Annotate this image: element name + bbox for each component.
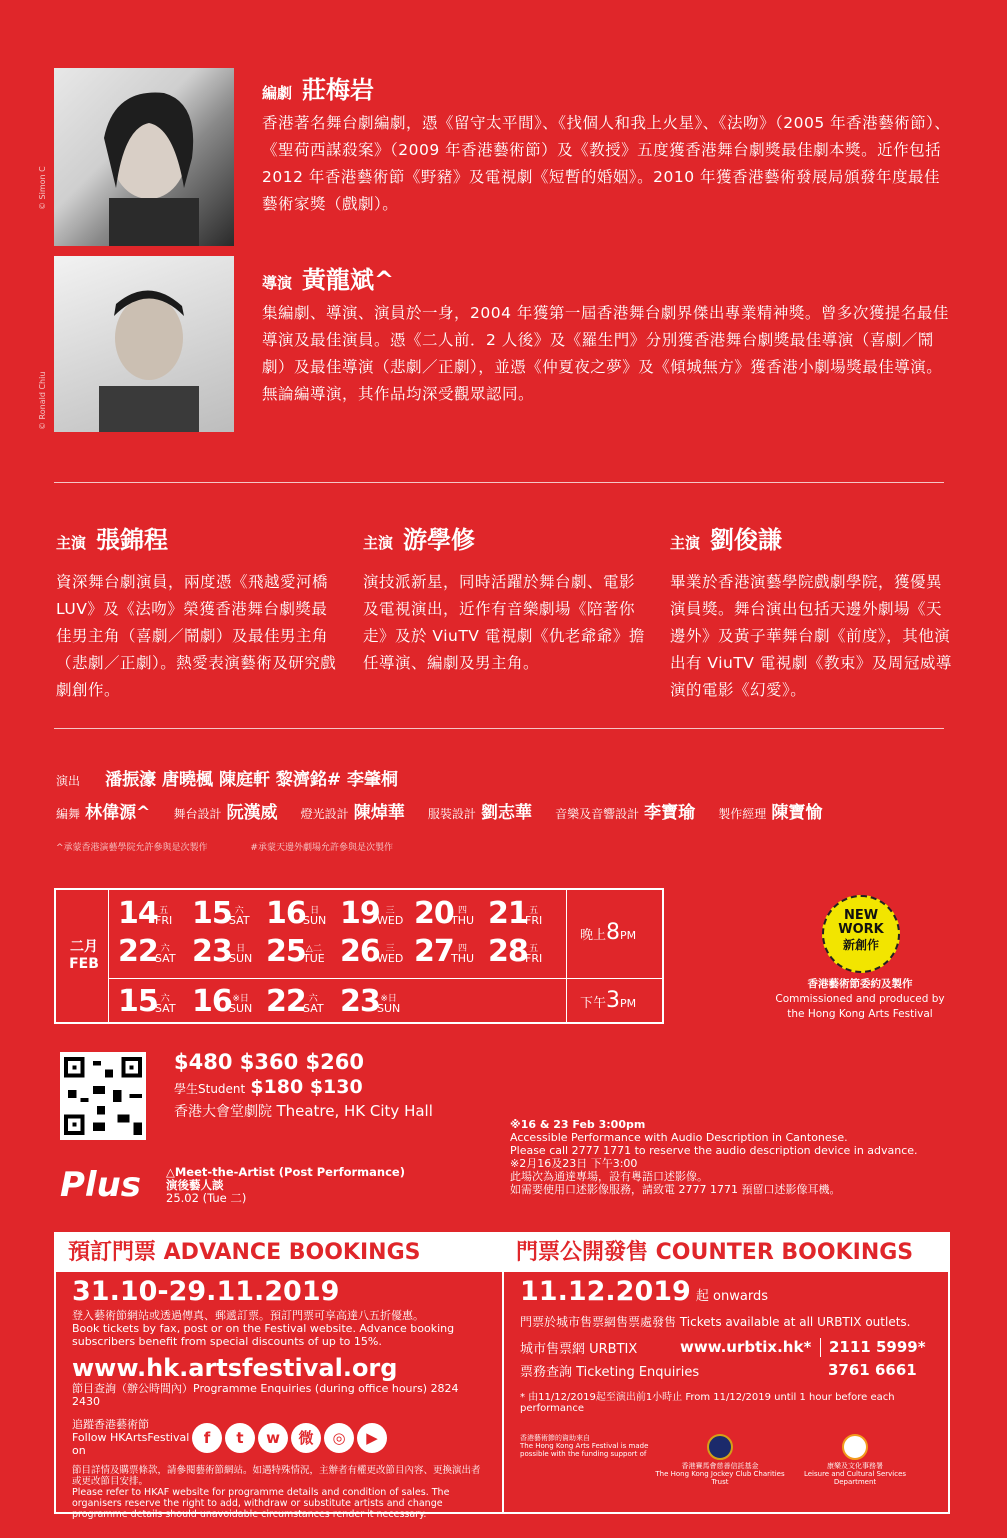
sponsor-zh: 香港藝術節的資助來自 [520,1434,590,1442]
date-weekday [303,944,325,964]
lead-3-bio: 畢業於香港演藝學院戲劇學院，獲優異演員獎。舞台演出包括天邊外劇場《天邊外》及黃子華舞台劇《前度》，其他演出有 ViuTV 電視劇《教束》及周冠威導演的電影《幻愛》。 [670,573,952,699]
writer-photo [54,68,234,246]
ticket-enquiry-phone[interactable]: 3761 6661 [828,1361,917,1379]
access-title: ※16 & 23 Feb 3:00pm [510,1118,646,1131]
weekday-zh: 三 [385,944,395,954]
venue-zh: 香港大會堂劇院 [174,1104,272,1120]
date-number: 15 [192,896,232,931]
date-number: 20 [414,896,454,931]
weekday-zh: 四 [458,906,468,916]
weekday-en: SUN [229,952,253,965]
month [64,936,104,972]
evening-unit: PM [620,929,637,942]
weekday-zh: 四 [458,944,468,954]
date-weekday [303,994,324,1014]
director-photo-credit: © Ronald Chiu [38,371,47,430]
date-weekday [155,994,176,1014]
footnote-2: #承蒙天邊外劇場允許參與是次製作 [250,843,393,853]
weibo-icon[interactable]: 微 [291,1423,321,1453]
weekday-zh: ※日 [232,994,249,1004]
weekday-en: WED [377,952,404,965]
lead-2-bio: 演技派新星，同時活躍於舞台劇、電影及電視演出，近作有音樂劇場《陪著你走》及於 ViuTV 電視劇《仇老爺爺》擔任導演、編劇及男主角。 [363,573,645,672]
weekday-en: SAT [155,1002,176,1015]
plus-info [166,1166,405,1205]
weekday-en: SAT [229,914,250,927]
weekday-en: SAT [303,1002,324,1015]
access-en2: Please call 2777 1771 to reserve the audio description device in advance. [510,1144,918,1157]
access-zh2: 如需要使用口述影像服務，請致電 2777 1771 預留口述影像耳機。 [510,1183,841,1196]
urbtix-label: 城市售票網 URBTIX [520,1342,638,1357]
lead-1-role: 主演 [56,534,87,552]
new-work-line2: WORK [838,922,884,937]
sponsor-en: The Hong Kong Arts Festival is made possible with the funding support of [520,1442,649,1458]
evening-hour: 8 [606,920,621,945]
schedule-box [54,888,664,1024]
date-number: 14 [118,896,158,931]
jockey-club-logo [650,1434,790,1486]
counter-outlets: 門票於城市售票網售票處發售 Tickets available at all URBTIX outlets. [520,1315,911,1329]
plus-zh: 演後藝人談 [166,1178,224,1192]
matinee-time [580,988,636,1013]
date-weekday [377,906,403,926]
youtube-icon[interactable]: ▶ [357,1423,387,1453]
lead-2-name: 游學修 [403,526,476,554]
date-weekday [525,944,542,964]
advance-dates: 31.10-29.11.2019 [72,1276,340,1307]
weekday-zh: 日 [310,906,320,916]
facebook-icon[interactable]: f [192,1423,222,1453]
weekday-zh: 五 [159,906,169,916]
date-number: 16 [192,984,232,1019]
weekday-en: THU [451,952,475,965]
weekday-en: THU [451,914,475,927]
plus-logo: Plus [60,1165,142,1205]
new-work-line1: NEW [843,908,879,923]
counter-date: 11.12.2019 [520,1276,691,1307]
price-student: $180 $130 [250,1076,363,1098]
lead-1-bio: 資深舞台劇演員，兩度憑《飛越愛河橋 LUV》及《法吻》榮獲香港舞台劇獎最佳男主角（喜劇／鬧劇）及最佳男主角（悲劇／正劇）。熱愛表演藝術及研究戲劇創作。 [56,573,337,699]
counter-heading: 門票公開發售 COUNTER BOOKINGS [504,1234,948,1272]
evening-zh: 晚上 [580,928,607,943]
weekday-zh: 六 [308,994,318,1004]
advance-bookings-box [54,1232,504,1520]
follow-en: Follow HKArtsFestival on [72,1431,190,1457]
lcsd-zh: 康樂及文化事務署 [827,1462,883,1470]
cast-names: 潘振濠 唐曉楓 陳庭軒 黎濟銘# 李肇桐 [105,770,399,790]
access-note [510,1118,918,1196]
weekday-zh: 五 [529,944,539,954]
new-work-line3: 新創作 [842,938,879,952]
urbtix-phone[interactable]: 2111 5999* [820,1338,926,1357]
weekday-en: SAT [155,952,176,965]
date-number: 21 [488,896,528,931]
commission-zh: 香港藝術節委約及製作 [807,978,913,990]
crew-name: 陳焯華 [353,803,405,823]
director-photo [54,256,234,432]
weekday-zh: 六 [160,944,170,954]
date-weekday [155,906,172,926]
advance-heading: 預訂門票 ADVANCE BOOKINGS [56,1234,502,1272]
lead-1-name: 張錦程 [96,526,169,554]
weekday-en: FRI [525,914,543,927]
sponsor-note [520,1434,650,1486]
date-number: 15 [118,984,158,1019]
notice-en: Please refer to HKAF website for programme details and condition of sales. The organisers reserve the right to add, withdraw or substitute artists and change programme details should unavoidable circumstances render it necessary. [72,1487,450,1520]
date-number: 27 [414,934,454,969]
cast-line [56,765,416,790]
divider-1 [54,482,944,483]
counter-note: * 由11/12/2019起至演出前1小時止 From 11/12/2019 until 1 hour before each performance [520,1392,895,1414]
prices [174,1050,433,1121]
crew-label: 燈光設計 [300,807,349,821]
date-number: 16 [266,896,306,931]
crew-label: 編舞 [56,807,81,821]
student-label: 學生Student [174,1082,246,1096]
date-weekday [525,906,542,926]
date-weekday [229,944,252,964]
lead-2-role: 主演 [363,534,394,552]
advance-zh: 登入藝術節網站或透過傳真、郵遞訂票。預訂門票可享高達八五折優惠。 [72,1309,424,1322]
access-en1: Accessible Performance with Audio Description in Cantonese. [510,1131,848,1144]
lead-2 [363,520,648,677]
weekday-en: FRI [525,952,543,965]
date-weekday [303,906,326,926]
jockey-en: The Hong Kong Jockey Club Charities Trust [655,1470,785,1486]
writer-name: 莊梅岩 [302,76,375,104]
twitter-icon[interactable]: t [225,1423,255,1453]
lead-3-role: 主演 [670,534,701,552]
crew-name: 阮漢威 [226,803,278,823]
date-weekday [229,994,252,1014]
programme-enquiry: 節目查詢（辦公時間內）Programme Enquiries (during office hours) 2824 2430 [72,1382,459,1408]
crew-line [56,798,840,823]
cast-label: 演出 [56,774,81,788]
weekday-zh: △二 [305,944,322,954]
writer-heading [262,70,374,105]
crew-label: 製作經理 [718,807,767,821]
notice-zh: 節目詳情及購票條款，請參閱藝術節網站。如遇特殊情況，主辦者有權更改節目內容、更換演出者或更改節目安排。 [72,1465,481,1487]
wechat-icon[interactable]: w [258,1423,288,1453]
crew-name: 劉志華 [480,803,532,823]
weekday-en: TUE [303,952,325,965]
date-weekday [377,944,403,964]
crew-name: 李寶瑜 [644,803,696,823]
director-bio: 集編劇、導演、演員於一身，2004 年獲第一屆香港舞台劇界傑出專業精神獎。曾多次獲提名最佳導演及最佳演員。憑《二人前．2 人後》及《羅生門》分別獲香港舞台劇獎最佳導演（喜劇／鬧劇）及最佳導演（悲劇／正劇），並憑《仲夏夜之夢》及《傾城無方》獲香港小劇場獎最佳導演。無論編導演，其作品均深受觀眾認同。 [262,304,949,403]
weekday-en: WED [377,914,404,927]
social-icons [192,1423,390,1453]
weekday-en: FRI [155,914,173,927]
plus-date: 25.02 (Tue 二) [166,1191,247,1205]
lcsd-logo [790,1434,920,1486]
follow-zh: 追蹤香港藝術節 [72,1418,149,1431]
instagram-icon[interactable]: ◎ [324,1423,354,1453]
month-en: FEB [69,956,99,972]
weekday-en: SUN [377,1002,401,1015]
date-number: 22 [266,984,306,1019]
jockey-zh: 香港賽馬會慈善信託基金 [681,1462,759,1470]
writer-role: 編劇 [262,84,293,102]
qr-code[interactable] [60,1052,146,1140]
footnotes [56,840,393,853]
commission-en2: the Hong Kong Arts Festival [787,1008,933,1020]
date-weekday [155,944,176,964]
date-weekday [451,906,474,926]
date-number: 22 [118,934,158,969]
new-work-badge [822,895,900,973]
access-zh0: ※2月16及23日 下午3:00 [510,1157,638,1170]
date-number: 23 [192,934,232,969]
matinee-hour: 3 [606,988,621,1013]
month-zh: 二月 [70,939,98,955]
access-zh1: 此場次為通達專場，設有粵語口述影像。 [510,1170,708,1183]
weekday-zh: 六 [234,906,244,916]
commission-note [770,977,950,1022]
weekday-zh: ※日 [380,994,397,1004]
date-weekday [377,994,400,1014]
price-standard: $480 $360 $260 [174,1050,364,1074]
director-name: 黃龍斌^ [302,266,395,294]
date-number: 19 [340,896,380,931]
counter-date-suffix: 起 onwards [695,1289,768,1304]
divider-2 [54,728,944,729]
weekday-zh: 日 [236,944,246,954]
commission-en1: Commissioned and produced by [775,993,945,1005]
counter-bookings-box [502,1232,950,1514]
evening-time [580,920,636,945]
weekday-zh: 五 [529,906,539,916]
lcsd-en: Leisure and Cultural Services Department [803,1470,907,1486]
date-number: 26 [340,934,380,969]
matinee-zh: 下午 [580,996,607,1011]
follow-text [72,1418,192,1457]
venue-en: Theatre, HK City Hall [276,1102,433,1120]
crew-label: 舞台設計 [173,807,222,821]
weekday-zh: 六 [160,994,170,1004]
weekday-zh: 三 [385,906,395,916]
director-role: 導演 [262,274,293,292]
director-heading [262,260,394,295]
date-weekday [451,944,474,964]
weekday-en: SUN [229,1002,253,1015]
crew-label: 服裝設計 [427,807,476,821]
date-weekday [229,906,250,926]
date-number: 28 [488,934,528,969]
advance-en: Book tickets by fax, post or on the Festival website. Advance booking subscribers benefit from special discounts of up to 15%. [72,1322,455,1348]
crew-label: 音樂及音響設計 [555,807,640,821]
lead-3 [670,520,955,704]
ticket-enquiry-label: 票務查詢 Ticketing Enquiries [520,1365,700,1380]
urbtix-link[interactable]: www.urbtix.hk* [680,1338,812,1356]
plus-title: △Meet-the-Artist (Post Performance) [166,1165,405,1179]
crew-name: 陳寶愉 [771,803,823,823]
festival-website-link[interactable]: www.hk.artsfestival.org [72,1354,398,1382]
date-number: 23 [340,984,380,1019]
date-number: 25 [266,934,306,969]
crew-name: 林偉源^ [85,803,151,823]
lead-3-name: 劉俊謙 [710,526,783,554]
footnote-1: ^承蒙香港演藝學院允許參與是次製作 [56,843,208,853]
weekday-en: SUN [303,914,327,927]
writer-photo-credit: © Simon C [38,166,47,210]
matinee-unit: PM [620,997,637,1010]
lead-1 [56,520,341,704]
writer-bio: 香港著名舞台劇編劇，憑《留守太平間》、《找個人和我上火星》、《法吻》（2005 年香港藝術節）、《聖荷西謀殺案》（2009 年香港藝術節）及《教授》五度獲香港舞台劇獎最佳劇本獎。近作包括 2012 年香港藝術節《野豬》及電視劇《短暫的婚姻》。2010 年獲香港藝術發展局頒發年度最佳藝術家獎（戲劇）。 [262,114,951,213]
